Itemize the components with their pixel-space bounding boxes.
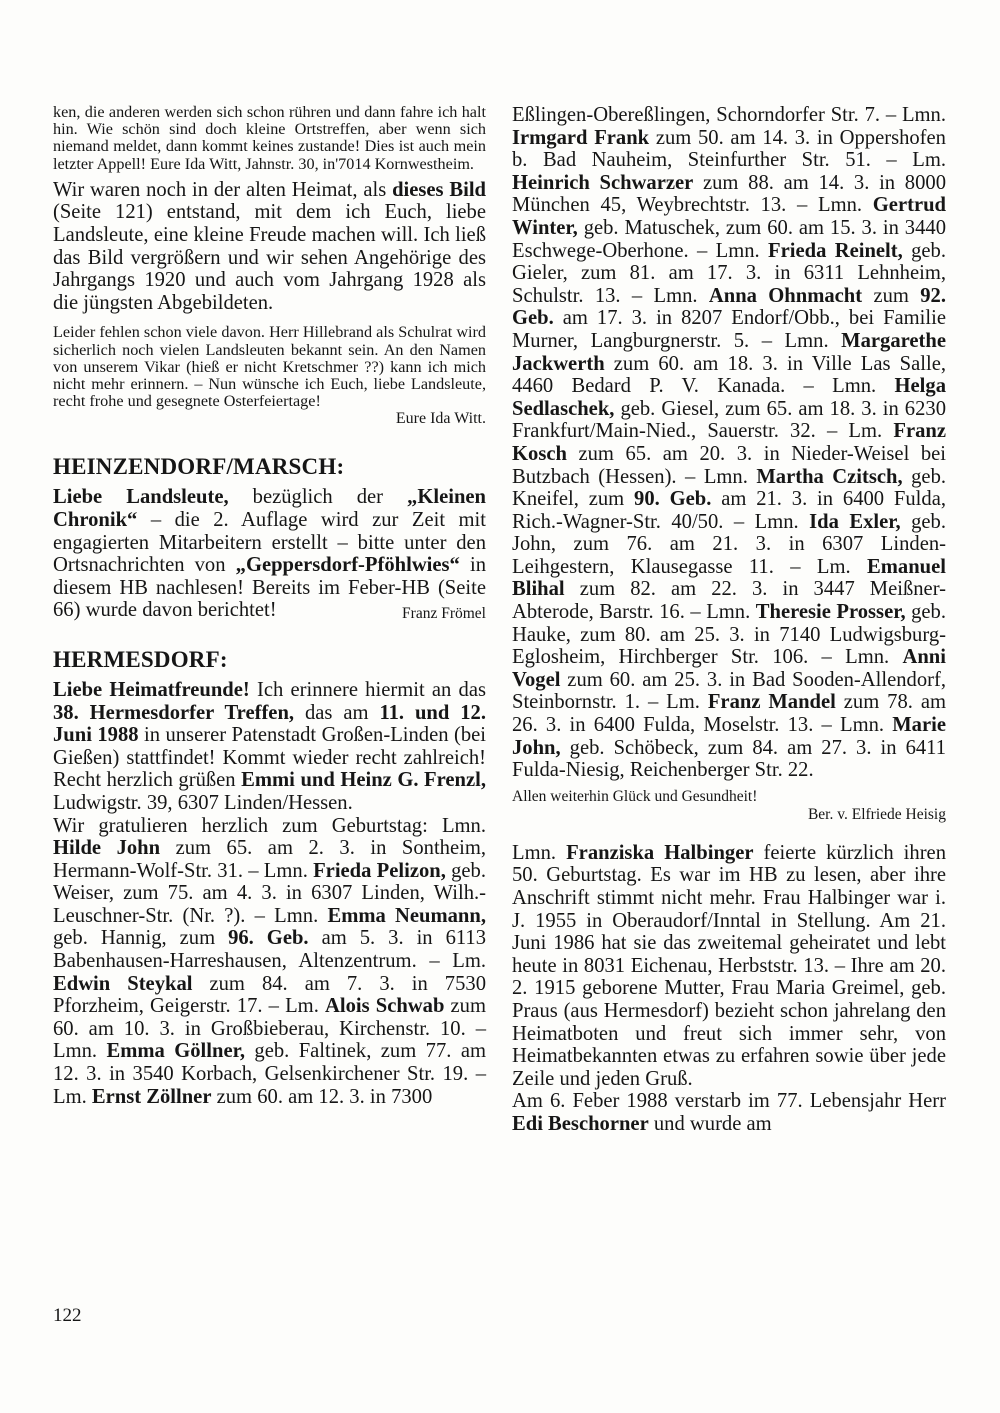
greeting-signature: Ber. v. Elfriede Heisig [807,805,946,823]
text-run: zum 88. am 14. 3. in 8000 München 45, Weybrechtstr. 13. – Lmn. [512,171,946,217]
bold-run: Ida Exler, [809,510,901,533]
text-run: zum 82. am 22. 3. in 3447 Meißner-Abterode, Barstr. 16. – Lmn. [512,578,946,624]
beschorner-paragraph [512,1090,946,1135]
bold-run: Franziska Halbinger [566,841,754,864]
hermesdorf-heading: HERMESDORF: [53,646,228,672]
bold-run: Emma Göllner, [106,1040,245,1063]
leider-signature: Eure Ida Witt. [395,410,486,428]
text-run: Wir waren noch in der alten Heimat, als [53,178,393,201]
bold-run: Edi Beschorner [512,1112,649,1135]
text-run: geb. Schöbeck, zum 84. am 27. 3. in 6411 Fulda-Niesig, Reichenberger Str. 22. [512,736,946,782]
bold-run: Alois Schwab [324,995,445,1018]
heinzendorf-paragraph [53,486,486,622]
bold-run: Margarethe Jackwerth [512,329,946,375]
bold-run: Franz Mandel [707,691,836,714]
text-run: am 21. 3. in 6400 Fulda, Rich.-Wagner-Str. 40/50. – Lmn. [512,488,946,533]
right-column [512,104,946,1136]
bold-run: Edwin Steykal [53,972,193,995]
bold-run: Helga Sedlaschek, [512,375,946,420]
text-run: in diesem HB nachlesen! Bereits im Feber-HB (Seite 66) wurde davon berichtet! [53,554,486,622]
text-run: (Seite 121) entstand, mit dem ich Euch, liebe Landsleute, eine kleine Freude machen will. Ich ließ das Bild vergrößern und wir sehen Angehörige des Jahrgangs 1920 und auch vom Jahrgang 1928 als die jüngsten Abgebildeten. [53,201,486,314]
bold-run: Franz Kosch [512,420,946,465]
bold-run: Emma Neumann, [327,904,486,927]
heinzendorf-heading: HEINZENDORF/MARSCH: [53,454,345,480]
bold-run: Irmgard Frank [512,126,650,149]
text-run: geb. Giesel, zum 65. am 18. 3. in 6230 Frankfurt/Main-Nied., Sauerstr. 32. – Lm. [512,397,946,443]
text-run: feierte kürzlich ihren 50. Geburtstag. Es war im HB zu lesen, aber ihre Anschrift stimmt nicht mehr. Frau Halbinger war i. J. 1955 in Oberaudorf/Inntal in Stellung. Am 21. Juni 1986 hat sie das zweitemal geheiratet und lebt heute in 8031 Eichenau, Herbststr. 13. – Ihre am 20. 2. 1915 geborene Mutter, Frau Maria Greimel, geb. Praus (aus Hermesdorf) bezieht schon jahrelang den Heimatboten und freut sich immer sehr, von Heimatbekannten etwas zu erfahren sowie über jede Zeile und jeden Gruß. [512,841,946,1090]
text-run: das am [294,701,380,724]
bold-run: Frieda Pelizon, [313,859,446,882]
bold-run: Theresie Prosser, [755,601,906,624]
bold-run: 90. Geb. [634,488,712,511]
text-run: zum 60. am 12. 3. in 7300 [211,1085,433,1108]
text-run: bezüglich der [228,486,408,509]
bold-run: Marie John, [512,714,946,759]
text-run: Lmn. [512,841,567,864]
bild-paragraph [53,179,486,315]
text-run: geb. Kneifel, zum [512,465,947,511]
geburtstag-paragraph [53,815,486,1109]
text-run: und wurde am [648,1112,772,1135]
bold-run: Emanuel Blihal [512,555,946,601]
page-number: 122 [53,1305,82,1326]
birthday-list-continued [512,104,946,782]
text-run: am 17. 3. in 8207 Endorf/Obb., bei Familie Murner, Langburgnerstr. 5. – Lmn. [512,307,946,352]
text-run: zum 60. am 10. 3. in Großbieberau, Kirchenstr. 10. – Lmn. [53,995,486,1063]
bold-run: „Geppersdorf-Pföhlwies“ [235,554,460,577]
text-run: geb. Weiser, zum 75. am 4. 3. in 6307 Linden, Wilh.-Leuschner-Str. (Nr. ?). – Lmn. [53,859,486,927]
bold-run: Heinrich Schwarzer [512,171,694,194]
text-run: zum 84. am 7. 3. in 7530 Pforzheim, Geigerstr. 17. – Lm. [53,972,486,1018]
text-run: geb. John, zum 76. am 21. 3. in 6307 Linden-Leihgestern, Klausegasse 11. – Lm. [512,510,946,578]
heinzendorf-signature: Franz Frömel [402,605,486,623]
text-run: am 5. 3. in 6113 Babenhausen-Harreshausen, Altenzentrum. – Lm. [53,927,487,973]
leider-paragraph [53,324,486,410]
text-run: geb. Matuschek, zum 60. am 15. 3. in 3440 Eschwege-Oberhone. – Lmn. [512,216,946,262]
bold-run: Anna Ohnmacht [708,284,863,307]
bold-run: 38. Hermesdorfer Treffen, [53,701,295,724]
text-run: geb. Faltinek, zum 77. am 12. 3. in 3540 Korbach, Gelsenkirchener Str. 19. – Lm. [53,1040,486,1108]
text-run: zum 65. am 20. 3. in Nieder-Weisel bei Butzbach (Hessen). – Lmn. [512,442,946,488]
bold-run: 96. Geb. [228,927,309,950]
hermesdorf-paragraph [53,679,486,815]
left-column [53,104,486,1108]
text-run: Eßlingen-Obereßlingen, Schorndorfer Str. 7. – Lmn. [512,104,946,126]
bold-run: Frieda Reinelt, [768,239,903,262]
text-run: – die 2. Auflage wird zur Zeit mit engagierten Mitarbeitern erstellt – bitte unter den Ortsnachrichten von [53,508,486,577]
text-run: Ich erinnere hiermit an das [249,678,487,701]
text-run: Wir gratulieren herzlich zum Geburtstag: Lmn. [53,814,486,837]
bold-run: Liebe Heimatfreunde! [53,678,250,701]
text-run: geb. Gieler, zum 81. am 17. 3. in 6311 Lehnheim, Schulstr. 13. – Lmn. [512,239,946,307]
text-run: zum 60. am 18. 3. in Ville Las Salle, 4460 Bedard P. V. Kanada. – Lmn. [512,352,946,398]
text-run: Leider fehlen schon viele davon. Herr Hillebrand als Schulrat wird sicherlich noch vielen Landsleuten bekannt sein. An den Namen von unserem Vikar (hieß er nicht Kretschmer ??) kann ich mich nicht mehr erinnern. – Nun wünsche ich Euch, liebe Landsleute, recht frohe und gesegnete Osterfeiertage! [53,323,486,411]
text-run: geb. Hauke, zum 80. am 25. 3. in 7140 Ludwigsburg-Eglosheim, Hirchberger Str. 106. – Lmn. [512,601,947,669]
text-run: geb. Hannig, zum [53,927,229,950]
text-run: in unserer Patenstadt Großen-Linden (bei Gießen) stattfindet! Kommt wieder recht zahlreich! Recht herzlich grüßen [53,724,487,792]
greeting-line: Allen weiterhin Glück und Gesundheit! [512,787,758,805]
text-run: zum 65. am 2. 3. in Sontheim, Hermann-Wolf-Str. 31. – Lmn. [53,837,486,882]
bold-run: dieses Bild [392,178,486,201]
bold-run: 92. Geb. [512,284,946,330]
text-run: Am 6. Feber 1988 verstarb im 77. Lebensjahr Herr [512,1090,946,1113]
bold-run: Ernst Zöllner [91,1085,212,1108]
bold-run: Hilde John [53,837,161,860]
bold-run: „Kleinen Chronik“ [53,486,486,531]
text-run: zum 78. am 26. 3. in 6400 Fulda, Moselstr. 13. – Lmn. [512,691,946,737]
bold-run: 11. und 12. Juni 1988 [53,701,486,747]
text-run: zum 50. am 14. 3. in Oppershofen b. Bad Nauheim, Steinfurther Str. 51. – Lm. [512,126,946,172]
text-run: Ludwigstr. 39, 6307 Linden/Hessen. [53,791,353,814]
text-run: zum 60. am 25. 3. in Bad Sooden-Allendorf, Steinbornstr. 1. – Lm. [512,668,946,714]
text-run: zum [862,284,921,307]
halbinger-paragraph [512,842,946,1091]
bold-run: Anni Vogel [512,646,946,691]
intro-paragraph: ken, die anderen werden sich schon rühren und dann fahre ich halt hin. Wie schön sind doch kleine Ortstreffen, aber wenn sich niemand meldet, dann kommt keines zustande! Dies ist auch mein letzter Appell! Eure Ida Witt, Jahnstr. 30, in'7014 Kornwestheim. [53,103,486,173]
bold-run: Liebe Landsleute, [53,486,229,509]
bold-run: Emmi und Heinz G. Frenzl, [241,769,486,792]
bold-run: Gertrud Winter, [512,194,946,239]
bold-run: Martha Czitsch, [756,465,903,488]
